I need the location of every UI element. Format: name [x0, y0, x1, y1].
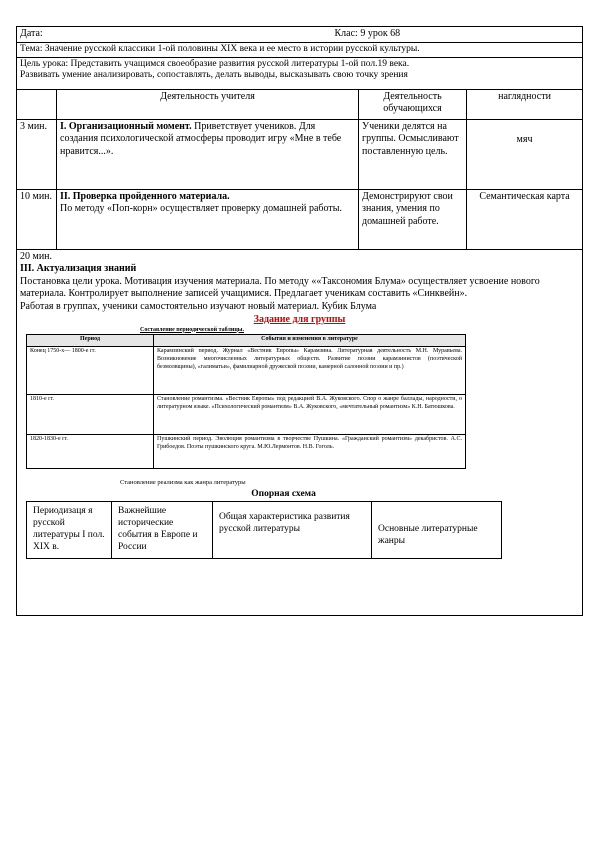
scheme-cell: Общая характеристика развития русской литературы	[213, 502, 372, 559]
section-3-cell	[17, 249, 583, 615]
section-3-paragraph-2: Работая в группах, ученики самостоятельно изучают новый материал. Кубик Блума	[20, 300, 377, 312]
class-label: Клас: 9 урок 68	[334, 28, 401, 39]
time-column-header	[17, 89, 57, 119]
row-student-activity: Демонстрируют свои знания, умения по домашней работе.	[359, 189, 467, 249]
goal-cell	[17, 57, 583, 89]
events-cell: Пушкинский период. Эволюция романтизма в творчестве Пушкина. «Гражданский романтизм» декабристов. А.С. Грибоедов. Поэты пушкинского круга. М.Ю.Лермонтов. Н.В. Гоголь.	[154, 435, 466, 469]
period-cell: 1810-е гг.	[27, 395, 154, 435]
period-cell: 1820-1830-е гг.	[27, 435, 154, 469]
group-task-title: Задание для группы	[253, 314, 346, 325]
section-3-time: 20 мин.	[20, 250, 53, 262]
scheme-title: Опорная схема	[251, 489, 316, 500]
periodic-table	[26, 334, 466, 469]
row-time: 3 мин.	[17, 119, 57, 189]
stage-text: По методу «Поп-корн» осуществляет проверку домашней работы.	[60, 203, 342, 214]
scheme-cell: Периодизаця я русской литературы I пол. XIX в.	[27, 502, 112, 559]
goal-line-2: Развивать умение анализировать, сопоставлять, делать выводы, высказывать свою точку зрения	[20, 70, 408, 81]
row-teacher-activity	[57, 119, 359, 189]
row-time: 10 мин.	[17, 189, 57, 249]
table-row	[17, 119, 583, 189]
lesson-plan-table	[16, 26, 583, 616]
table-row	[27, 502, 502, 559]
section-3-row	[17, 249, 583, 615]
table-row	[27, 347, 466, 395]
table-row	[27, 435, 466, 469]
section-3-paragraph-1: Постановка цели урока. Мотивация изучения материала. По методу ««Таксономия Блума» осуществляет усвоение нового материала. Контролирует выполнение записей учащимися. Предлагает ученикам составить «Синквейн».	[20, 275, 540, 299]
header-row	[17, 27, 583, 43]
students-column-header: Деятельность обучающихся	[359, 89, 467, 119]
row-teacher-activity	[57, 189, 359, 249]
table-row	[27, 395, 466, 435]
scheme-cell: Основные литературные жанры	[372, 502, 502, 559]
stage-text: Приветствует учеников. Для создания психологической атмосферы проводит игру «Мне в тебе нравится...».	[60, 120, 342, 157]
events-cell: Становление романтизма. «Вестник Европы» под редакцией В.А. Жуковского. Спор о жанре баллады, народности, о литературном языке. «Психологический романтизм» В.А. Жуковского, «мечтательный романтизм» К.Н. Батюшкова.	[154, 395, 466, 435]
table-row	[17, 189, 583, 249]
scheme-table	[26, 501, 502, 559]
scheme-cell: Важнейшие исторические события в Европе и России	[112, 502, 213, 559]
period-cell: Конец 1750-х— 1800-е гг.	[27, 347, 154, 395]
materials-column-header: наглядности	[467, 89, 583, 119]
row-materials: мяч	[467, 119, 583, 189]
row-materials: Семантическая карта	[467, 189, 583, 249]
events-cell: Карамзинский период. Журнал «Вестник Европы» Карамзина. Литературная деятельность М.Н. Муравьева. Возникновение многочисленных литературных обществ. Развитие поэзии карамзинистов (поэтической безмолвщины), «галиматьи», фамилиарной дружеской поэзии, камерной салонной поэзии и пр.)	[154, 347, 466, 395]
teacher-column-header: Деятельность учителя	[57, 89, 359, 119]
goal-line-1: Цель урока: Представить учащимся своеобразие развития русской литературы 1-ой пол.19 века.	[20, 58, 410, 69]
stage-heading: I. Организационный момент.	[60, 120, 192, 132]
period-header: Период	[27, 335, 154, 347]
stage-heading: II. Проверка пройденного материала.	[60, 190, 230, 202]
section-3-heading: III. Актуализация знаний	[20, 263, 137, 274]
periodic-table-caption: Составление периодической таблицы.	[140, 326, 244, 333]
date-label: Дата:	[20, 28, 43, 39]
realism-caption: Становление реализма как жанра литературы	[120, 479, 246, 486]
row-student-activity: Ученики делятся на группы. Осмысливают поставленную цель.	[359, 119, 467, 189]
events-header: События и изменения в литературе	[154, 335, 466, 347]
topic-cell: Тема: Значение русской классики 1-ой половины XIX века и ее место в истории русской культуры.	[17, 42, 583, 57]
